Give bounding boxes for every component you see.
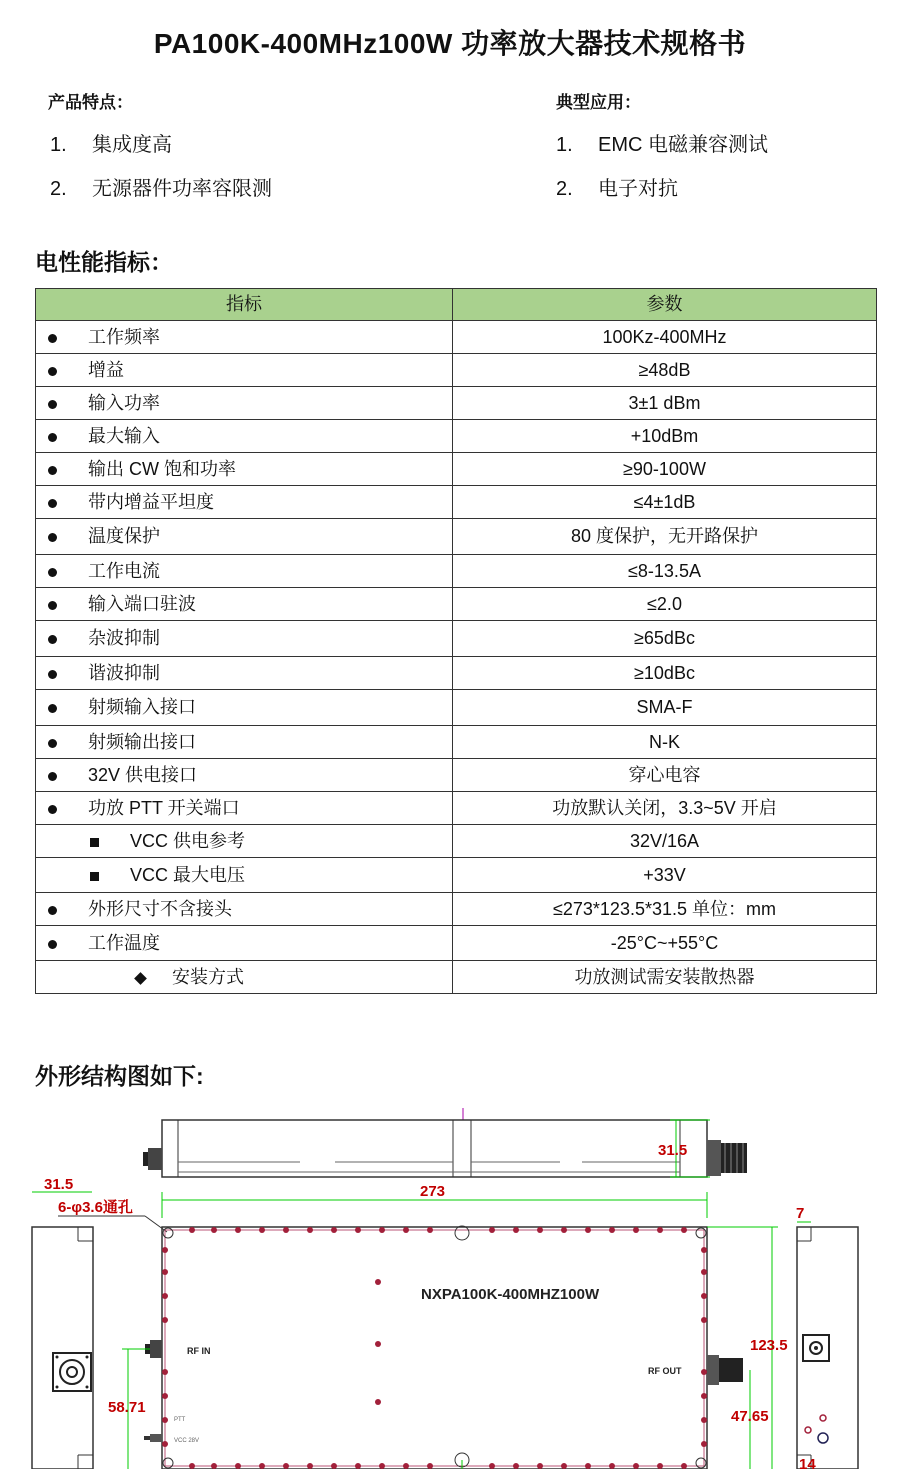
- screw-icon: [355, 1463, 361, 1469]
- screw-icon: [162, 1317, 168, 1323]
- spec-param-cell: [36, 588, 453, 621]
- spec-param-label: 带内增益平坦度: [88, 492, 214, 512]
- drawing-heading: 外形结构图如下:: [35, 1063, 204, 1089]
- rf-in-label: RF IN: [187, 1346, 211, 1356]
- screw-icon: [537, 1463, 543, 1469]
- spec-value-cell: ≥48dB: [453, 354, 877, 387]
- spec-param-label: 杂波抑制: [88, 628, 160, 648]
- screw-icon: [701, 1247, 707, 1253]
- spec-param-label: 工作电流: [88, 561, 160, 581]
- screw-icon: [162, 1369, 168, 1375]
- screw-icon: [162, 1441, 168, 1447]
- spec-table-body: [36, 321, 877, 994]
- bullet-icon: [48, 321, 57, 353]
- spec-value-cell: ≥90-100W: [453, 453, 877, 486]
- spec-param-label: 增益: [88, 360, 124, 380]
- screw-icon: [162, 1293, 168, 1299]
- model-label: NXPA100K-400MHZ100W: [421, 1286, 600, 1303]
- spec-value-cell: 穿心电容: [453, 759, 877, 792]
- application-item: 2. 电子对抗: [556, 178, 678, 200]
- screw-icon: [513, 1463, 519, 1469]
- dim-height-top: 31.5: [658, 1142, 688, 1159]
- screw-icon: [561, 1227, 567, 1233]
- screw-icon: [701, 1393, 707, 1399]
- page-title: PA100K-400MHz100W 功率放大器技术规格书: [153, 28, 747, 59]
- screw-icon: [379, 1227, 385, 1233]
- side-view-top: [143, 1108, 747, 1177]
- dim-length: 273: [420, 1183, 446, 1200]
- table-row: [36, 321, 877, 354]
- spec-param-cell: [36, 690, 453, 726]
- feature-item: 1. 集成度高: [50, 134, 172, 156]
- spec-value-cell: 100Kz-400MHz: [453, 321, 877, 354]
- bullet-icon: [48, 621, 57, 656]
- bullet-icon: [48, 792, 57, 824]
- spec-value-cell: 80 度保护，无开路保护: [453, 519, 877, 555]
- bullet-icon: [48, 555, 57, 587]
- spec-param-label: 温度保护: [88, 526, 160, 546]
- spec-value-cell: ≥10dBc: [453, 657, 877, 690]
- spec-header-param: 指标: [36, 289, 453, 321]
- spec-param-cell: [36, 486, 453, 519]
- spec-value-cell: ≤2.0: [453, 588, 877, 621]
- spec-header-value: 参数: [453, 289, 877, 321]
- screw-icon: [585, 1227, 591, 1233]
- spec-param-label: 32V 供电接口: [88, 765, 198, 785]
- spec-param-cell: [36, 961, 453, 994]
- dim-rf-in: 58.71: [108, 1399, 146, 1416]
- spec-param-label: VCC 供电参考: [130, 831, 246, 851]
- table-row: [36, 387, 877, 420]
- spec-value-cell: 3±1 dBm: [453, 387, 877, 420]
- spec-param-label: 谐波抑制: [88, 663, 160, 683]
- screw-icon: [379, 1463, 385, 1469]
- screw-icon: [681, 1227, 687, 1233]
- spec-param-label: 输入端口驻波: [88, 594, 196, 614]
- application-item: 1. EMC 电磁兼容测试: [556, 134, 768, 156]
- screw-icon: [235, 1463, 241, 1469]
- dim-left-width: 31.5: [44, 1176, 74, 1193]
- screw-icon: [211, 1463, 217, 1469]
- spec-param-label: 输出 CW 饱和功率: [88, 459, 236, 479]
- spec-param-label: 输入功率: [88, 393, 160, 413]
- dim-right-small: 7: [796, 1205, 805, 1222]
- screw-icon: [307, 1463, 313, 1469]
- table-row: [36, 453, 877, 486]
- end-view-left: [32, 1176, 93, 1469]
- table-row: [36, 726, 877, 759]
- ptt-label: PTT: [174, 1417, 186, 1423]
- spec-param-cell: [36, 321, 453, 354]
- screw-icon: [259, 1463, 265, 1469]
- screw-icon: [235, 1227, 241, 1233]
- spec-param-cell: [36, 893, 453, 926]
- spec-value-cell: +10dBm: [453, 420, 877, 453]
- spec-param-cell: [36, 825, 453, 858]
- spec-value-cell: SMA-F: [453, 690, 877, 726]
- table-row: [36, 420, 877, 453]
- spec-param-cell: [36, 519, 453, 555]
- spec-param-cell: [36, 555, 453, 588]
- dim-bottom-right: 14: [799, 1456, 816, 1469]
- bullet-icon: [48, 690, 57, 725]
- screw-icon: [331, 1227, 337, 1233]
- table-row: [36, 893, 877, 926]
- screw-icon: [681, 1463, 687, 1469]
- screw-icon: [701, 1269, 707, 1275]
- spec-value-cell: ≥65dBc: [453, 621, 877, 657]
- bullet-icon: [48, 486, 57, 518]
- spec-param-label: 安装方式: [172, 967, 244, 987]
- spec-heading: 电性能指标：: [35, 249, 173, 275]
- spec-param-label: 工作频率: [88, 327, 160, 347]
- screw-icon: [189, 1463, 195, 1469]
- spec-param-label: 功放 PTT 开关端口: [88, 798, 240, 818]
- spec-param-label: 外形尺寸不含接头: [88, 899, 232, 919]
- top-view: [108, 1226, 788, 1469]
- screw-icon: [162, 1269, 168, 1275]
- screw-icon: [585, 1463, 591, 1469]
- screw-icon: [307, 1227, 313, 1233]
- spec-value-cell: 32V/16A: [453, 825, 877, 858]
- table-row: [36, 588, 877, 621]
- table-row: [36, 792, 877, 825]
- screw-icon: [331, 1463, 337, 1469]
- spec-value-cell: 功放默认关闭，3.3~5V 开启: [453, 792, 877, 825]
- spec-param-cell: [36, 792, 453, 825]
- screw-icon: [283, 1227, 289, 1233]
- outline-drawing: [0, 1100, 900, 1469]
- rf-out-label: RF OUT: [648, 1366, 682, 1376]
- screw-icon: [489, 1463, 495, 1469]
- spec-param-cell: [36, 420, 453, 453]
- spec-param-label: 最大输入: [88, 426, 160, 446]
- dim-rf-out: 47.65: [731, 1408, 769, 1425]
- bullet-icon: [48, 420, 57, 452]
- spec-value-cell: ≤4±1dB: [453, 486, 877, 519]
- screw-icon: [561, 1463, 567, 1469]
- spec-value-cell: -25°C~+55°C: [453, 926, 877, 961]
- screw-icon: [657, 1227, 663, 1233]
- spec-param-cell: [36, 926, 453, 961]
- screw-icon: [701, 1441, 707, 1447]
- screw-icon: [701, 1369, 707, 1375]
- bullet-icon: [48, 354, 57, 386]
- bullet-icon: [90, 858, 99, 892]
- bullet-icon: [48, 726, 57, 758]
- spec-param-cell: [36, 354, 453, 387]
- table-row: [36, 690, 877, 726]
- screw-icon: [609, 1227, 615, 1233]
- screw-icon: [701, 1417, 707, 1423]
- dim-holes: 6-φ3.6通孔: [58, 1199, 133, 1216]
- spec-param-cell: [36, 657, 453, 690]
- bullet-icon: [48, 759, 57, 791]
- screw-icon: [489, 1227, 495, 1233]
- screw-icon: [403, 1463, 409, 1469]
- spec-value-cell: +33V: [453, 858, 877, 893]
- table-row: [36, 555, 877, 588]
- screw-icon: [162, 1393, 168, 1399]
- spec-value-cell: N-K: [453, 726, 877, 759]
- applications-label: 典型应用：: [556, 93, 641, 112]
- spec-param-label: 射频输出接口: [88, 732, 196, 752]
- spec-param-label: 工作温度: [88, 933, 160, 953]
- screw-icon: [633, 1227, 639, 1233]
- bullet-icon: [90, 825, 99, 857]
- screw-icon: [162, 1417, 168, 1423]
- table-row: [36, 961, 877, 994]
- bullet-icon: [48, 893, 57, 925]
- dim-width: 123.5: [750, 1337, 788, 1354]
- screw-icon: [283, 1463, 289, 1469]
- screw-icon: [211, 1227, 217, 1233]
- screw-icon: [657, 1463, 663, 1469]
- spec-param-label: VCC 最大电压: [130, 865, 246, 885]
- screw-icon: [701, 1317, 707, 1323]
- spec-param-cell: [36, 453, 453, 486]
- bullet-icon: [48, 657, 57, 689]
- screw-icon: [259, 1227, 265, 1233]
- spec-param-label: 射频输入接口: [88, 697, 196, 717]
- table-row: [36, 354, 877, 387]
- screw-icon: [427, 1227, 433, 1233]
- end-view-right: [796, 1205, 858, 1469]
- table-row: [36, 621, 877, 657]
- screw-icon: [609, 1463, 615, 1469]
- table-row: [36, 858, 877, 893]
- table-row: [36, 486, 877, 519]
- feature-item: 2. 无源器件功率容限测: [50, 178, 272, 200]
- features-label: 产品特点：: [48, 93, 133, 112]
- bullet-icon: [136, 961, 145, 993]
- screw-icon: [701, 1293, 707, 1299]
- bullet-icon: [48, 588, 57, 620]
- table-row: [36, 759, 877, 792]
- bullet-icon: [48, 453, 57, 485]
- table-row: [36, 825, 877, 858]
- bullet-icon: [48, 387, 57, 419]
- table-row: [36, 657, 877, 690]
- screw-icon: [537, 1227, 543, 1233]
- vcc-label: VCC 28V: [174, 1438, 200, 1444]
- spec-table: [35, 288, 877, 994]
- spec-value-cell: 功放测试需安装散热器: [453, 961, 877, 994]
- screw-icon: [355, 1227, 361, 1233]
- bullet-icon: [48, 926, 57, 960]
- screw-icon: [403, 1227, 409, 1233]
- screw-icon: [189, 1227, 195, 1233]
- bullet-icon: [48, 519, 57, 554]
- spec-value-cell: ≤273*123.5*31.5 单位：mm: [453, 893, 877, 926]
- screw-icon: [162, 1247, 168, 1253]
- spec-param-cell: [36, 387, 453, 420]
- screw-icon: [513, 1227, 519, 1233]
- spec-param-cell: [36, 621, 453, 657]
- table-row: [36, 519, 877, 555]
- spec-param-cell: [36, 858, 453, 893]
- spec-param-cell: [36, 726, 453, 759]
- screw-icon: [427, 1463, 433, 1469]
- spec-param-cell: [36, 759, 453, 792]
- spec-value-cell: ≤8-13.5A: [453, 555, 877, 588]
- screw-icon: [633, 1463, 639, 1469]
- table-row: [36, 926, 877, 961]
